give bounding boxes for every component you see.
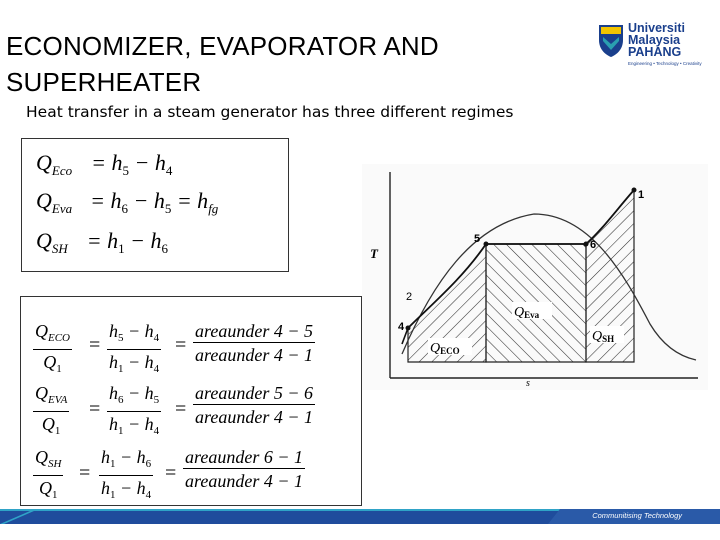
h-symbol: h (101, 478, 110, 498)
page-title-line1: ECONOMIZER, EVAPORATOR AND (6, 31, 439, 61)
q-subscript: Eco (51, 163, 73, 178)
h-subscript: 4 (153, 332, 160, 344)
fraction-area-sh (183, 447, 305, 491)
heat-ratio-box (20, 296, 362, 506)
x-axis-label: s (526, 378, 530, 389)
q-subscript: 1 (56, 363, 62, 375)
equals-sign: = (89, 334, 101, 356)
logo-line1: Universiti (628, 21, 685, 35)
fraction-h-eco (107, 321, 161, 379)
q-symbol: Q (36, 228, 52, 253)
h-subscript: 4 (153, 363, 160, 375)
h-subscript: 1 (118, 363, 124, 375)
h-symbol: = h (86, 228, 119, 253)
q-symbol: Q (35, 321, 48, 341)
q-subscript: EVA (48, 394, 68, 406)
minus-h: − h (123, 383, 154, 403)
h-symbol: h (109, 352, 118, 372)
heat-definitions-box (21, 138, 289, 272)
q-symbol: Q (43, 352, 57, 372)
q-symbol: Q (35, 383, 48, 403)
q-subscript: SH (51, 241, 68, 256)
fraction-h-eva (107, 383, 161, 441)
q-subscript: ECO (440, 346, 460, 356)
fraction-q-eva (33, 383, 69, 441)
equation-q-sh (36, 229, 168, 261)
minus-h: − h (128, 150, 166, 175)
equation-q-eco (36, 151, 172, 183)
equals-sign: = (175, 398, 187, 420)
h-subscript: 6 (118, 394, 124, 406)
h-subscript: 4 (145, 489, 152, 501)
shield-icon (598, 24, 624, 58)
y-axis-label: T (370, 246, 378, 261)
area-denominator: areaunder 4 − 1 (195, 345, 313, 365)
h-subscript: 5 (118, 332, 124, 344)
q-subscript: ECO (48, 332, 70, 344)
h-subscript: 1 (110, 489, 116, 501)
region-label-sh (590, 326, 624, 344)
point-label-6: 6 (590, 239, 597, 251)
fraction-q-sh (33, 447, 63, 505)
area-numerator: areaunder 5 − 6 (195, 383, 313, 403)
minus-h: − h (123, 414, 154, 434)
ts-diagram (362, 164, 708, 390)
minus-h: − h (127, 188, 165, 213)
logo-tagline: Engineering • Technology • Creativity (628, 61, 702, 66)
page-title-line2: SUPERHEATER (6, 67, 202, 97)
q-symbol: Q (35, 447, 48, 467)
logo-wordmark (628, 22, 685, 58)
h-subscript: 6 (121, 201, 128, 216)
state-point-4 (406, 326, 411, 331)
h-subscript: 5 (153, 394, 160, 406)
equals-sign: = (165, 462, 177, 484)
minus-h: − h (124, 228, 162, 253)
fraction-q-eco (33, 321, 72, 379)
area-denominator: areaunder 4 − 1 (185, 471, 303, 491)
h-subscript: 6 (145, 458, 152, 470)
q-symbol: Q (36, 188, 52, 213)
equation-q-eva (36, 189, 218, 221)
slide-subtitle: Heat transfer in a steam generator has three different regimes (26, 103, 514, 121)
h-subscript: 1 (110, 458, 116, 470)
q-subscript: SH (602, 334, 615, 344)
fraction-area-eva (193, 383, 315, 427)
h-symbol: h (109, 321, 118, 341)
footer-tagline: Communitising Technology (592, 511, 682, 520)
equals-sign: = (175, 334, 187, 356)
logo-line2: Malaysia (628, 33, 681, 47)
university-logo (598, 22, 708, 68)
h-subscript: 5 (122, 163, 129, 178)
q-symbol: Q (38, 478, 52, 498)
q-symbol: Q (41, 414, 55, 434)
state-point-1 (632, 188, 637, 193)
page-title (6, 28, 566, 100)
equals-h: = h (171, 188, 209, 213)
logo-line3: PAHANG (628, 45, 682, 59)
h-subscript: 5 (164, 201, 172, 216)
minus-h: − h (115, 447, 146, 467)
h-subscript: 4 (153, 425, 160, 437)
h-subscript: 1 (118, 241, 125, 256)
fraction-area-eco (193, 321, 315, 365)
h-symbol: = h (91, 150, 123, 175)
q-subscript: 1 (54, 425, 61, 437)
h-symbol: h (109, 383, 118, 403)
region-label-eco (428, 338, 472, 356)
minus-h: − h (123, 321, 154, 341)
q-subscript: SH (48, 458, 62, 470)
h-subscript: 6 (161, 241, 168, 256)
point-label-2: 2 (406, 291, 413, 303)
state-point-5 (484, 242, 489, 247)
point-label-1: 1 (638, 189, 645, 201)
q-subscript: Eva (524, 310, 540, 320)
h-subscript: 4 (165, 163, 173, 178)
minus-h: − h (115, 478, 146, 498)
area-numerator: areaunder 4 − 5 (195, 321, 313, 341)
equals-sign: = (89, 398, 101, 420)
equals-sign: = (79, 462, 91, 484)
q-subscript: 1 (51, 489, 58, 501)
minus-h: − h (123, 352, 154, 372)
h-symbol: h (109, 414, 118, 434)
h-subscript: fg (208, 201, 219, 216)
fraction-h-sh (99, 447, 153, 505)
q-symbol: Q (514, 305, 525, 320)
q-symbol: Q (430, 341, 441, 356)
point-label-5: 5 (474, 233, 481, 245)
q-symbol: Q (592, 329, 603, 344)
h-symbol: = h (90, 188, 122, 213)
h-subscript: 1 (118, 425, 124, 437)
area-denominator: areaunder 4 − 1 (195, 407, 313, 427)
h-symbol: h (101, 447, 110, 467)
point-label-4: 4 (398, 321, 405, 333)
area-numerator: areaunder 6 − 1 (185, 447, 303, 467)
region-label-eva (512, 302, 552, 320)
state-point-6 (584, 242, 589, 247)
q-symbol: Q (36, 150, 52, 175)
q-subscript: Eva (51, 201, 73, 216)
